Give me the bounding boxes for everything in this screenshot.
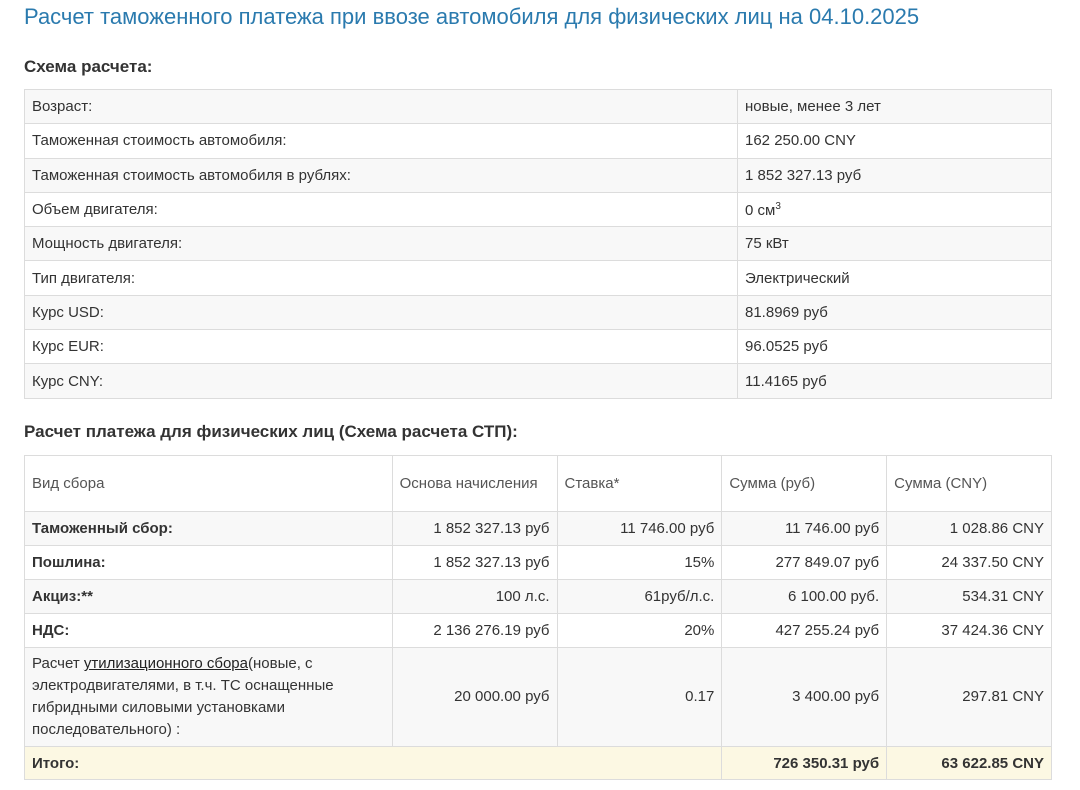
scheme-label: Объем двигателя: bbox=[25, 192, 738, 226]
fee-base: 2 136 276.19 руб bbox=[392, 614, 557, 648]
fee-sum-rub: 3 400.00 руб bbox=[722, 648, 887, 747]
fee-sum-cny: 297.81 CNY bbox=[887, 648, 1052, 747]
total-label: Итого: bbox=[25, 747, 722, 780]
column-header: Сумма (CNY) bbox=[887, 456, 1052, 512]
fee-sum-rub: 427 255.24 руб bbox=[722, 614, 887, 648]
scheme-table bbox=[24, 89, 1052, 399]
fee-base: 1 852 327.13 руб bbox=[392, 546, 557, 580]
scheme-label: Мощность двигателя: bbox=[25, 227, 738, 261]
scheme-value: новые, менее 3 лет bbox=[738, 90, 1052, 124]
table-row bbox=[25, 330, 1052, 364]
scheme-value: Электрический bbox=[738, 261, 1052, 295]
fee-rate: 11 746.00 руб bbox=[557, 512, 722, 546]
table-row bbox=[25, 546, 1052, 580]
engine-volume-value: 0 см bbox=[745, 201, 776, 219]
fee-base: 1 852 327.13 руб bbox=[392, 512, 557, 546]
util-prefix: Расчет bbox=[32, 655, 84, 672]
fee-rate: 0.17 bbox=[557, 648, 722, 747]
column-header: Сумма (руб) bbox=[722, 456, 887, 512]
table-row bbox=[25, 124, 1052, 158]
table-row bbox=[25, 90, 1052, 124]
column-header: Основа начисления bbox=[392, 456, 557, 512]
fee-name: Таможенный сбор: bbox=[25, 512, 393, 546]
table-row bbox=[25, 227, 1052, 261]
scheme-value: 81.8969 руб bbox=[738, 295, 1052, 329]
table-row bbox=[25, 580, 1052, 614]
scheme-label: Курс CNY: bbox=[25, 364, 738, 398]
scheme-heading: Схема расчета: bbox=[24, 57, 153, 76]
fee-sum-cny: 37 424.36 CNY bbox=[887, 614, 1052, 648]
scheme-value: 11.4165 руб bbox=[738, 364, 1052, 398]
scheme-value: 1 852 327.13 руб bbox=[738, 158, 1052, 192]
scheme-value bbox=[738, 192, 1052, 226]
superscript: 3 bbox=[775, 200, 781, 212]
util-fee-link[interactable]: утилизационного сбора bbox=[83, 655, 248, 672]
fee-sum-cny: 534.31 CNY bbox=[887, 580, 1052, 614]
fee-sum-rub: 6 100.00 руб. bbox=[722, 580, 887, 614]
total-row bbox=[25, 747, 1052, 780]
scheme-label: Таможенная стоимость автомобиля в рублях: bbox=[25, 158, 738, 192]
table-row bbox=[25, 295, 1052, 329]
fee-base: 100 л.с. bbox=[392, 580, 557, 614]
fee-rate: 15% bbox=[557, 546, 722, 580]
table-row bbox=[25, 648, 1052, 747]
fee-rate: 61руб/л.с. bbox=[557, 580, 722, 614]
scheme-label: Возраст: bbox=[25, 90, 738, 124]
table-row bbox=[25, 364, 1052, 398]
table-row bbox=[25, 192, 1052, 226]
scheme-value: 96.0525 руб bbox=[738, 330, 1052, 364]
table-row bbox=[25, 512, 1052, 546]
table-row bbox=[25, 158, 1052, 192]
column-header: Ставка* bbox=[557, 456, 722, 512]
fee-name bbox=[25, 648, 393, 747]
scheme-value: 75 кВт bbox=[738, 227, 1052, 261]
scheme-value: 162 250.00 CNY bbox=[738, 124, 1052, 158]
fee-name: Акциз:** bbox=[25, 580, 393, 614]
scheme-label: Курс USD: bbox=[25, 295, 738, 329]
table-row bbox=[25, 614, 1052, 648]
page-title: Расчет таможенного платежа при ввозе автомобиля для физических лиц на 04.10.2025 bbox=[24, 4, 920, 29]
fee-name: НДС: bbox=[25, 614, 393, 648]
calc-table bbox=[24, 455, 1052, 780]
scheme-label: Курс EUR: bbox=[25, 330, 738, 364]
fee-sum-rub: 11 746.00 руб bbox=[722, 512, 887, 546]
fee-sum-cny: 1 028.86 CNY bbox=[887, 512, 1052, 546]
util-suffix: (новые, с электродвигателями, в т.ч. ТС оснащенные гибридными силовыми установками последовательного) : bbox=[32, 655, 334, 738]
table-row bbox=[25, 261, 1052, 295]
scheme-label: Тип двигателя: bbox=[25, 261, 738, 295]
fee-base: 20 000.00 руб bbox=[392, 648, 557, 747]
fee-name: Пошлина: bbox=[25, 546, 393, 580]
scheme-label: Таможенная стоимость автомобиля: bbox=[25, 124, 738, 158]
table-header-row bbox=[25, 456, 1052, 512]
fee-rate: 20% bbox=[557, 614, 722, 648]
total-sum-rub: 726 350.31 руб bbox=[722, 747, 887, 780]
calc-heading: Расчет платежа для физических лиц (Схема расчета СТП): bbox=[24, 422, 518, 441]
total-sum-cny: 63 622.85 CNY bbox=[887, 747, 1052, 780]
fee-sum-rub: 277 849.07 руб bbox=[722, 546, 887, 580]
fee-sum-cny: 24 337.50 CNY bbox=[887, 546, 1052, 580]
column-header: Вид сбора bbox=[25, 456, 393, 512]
